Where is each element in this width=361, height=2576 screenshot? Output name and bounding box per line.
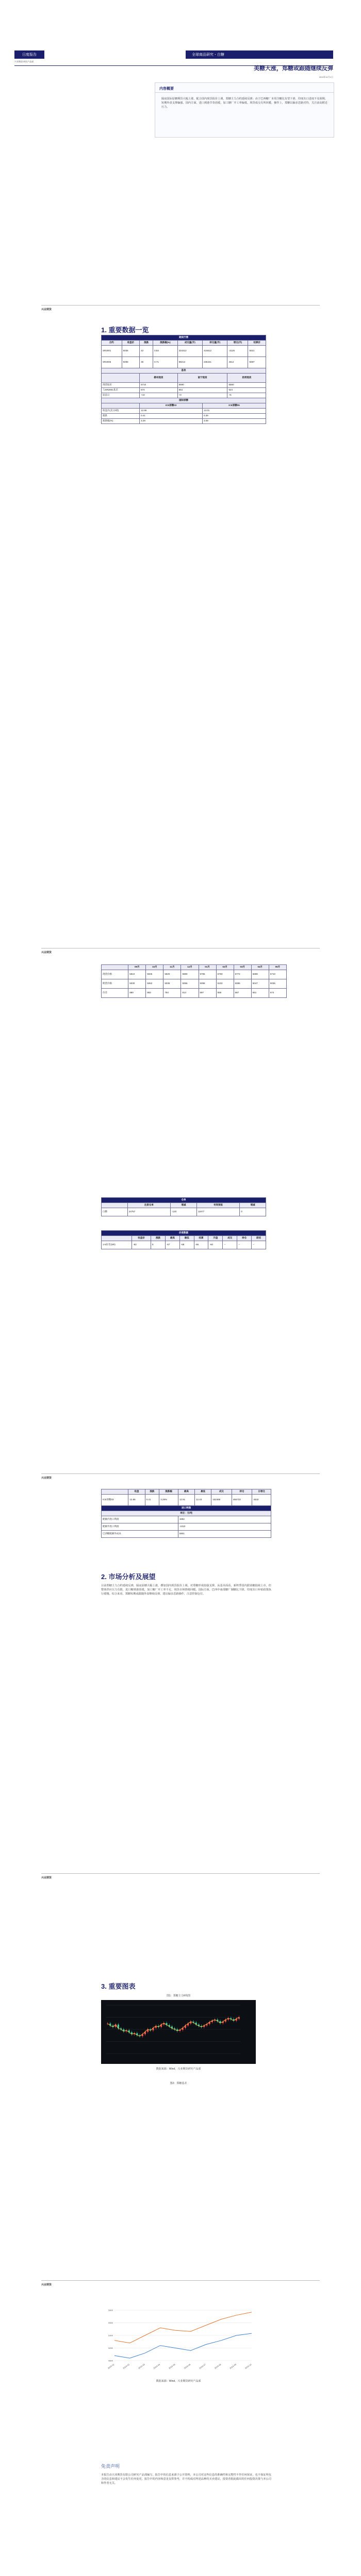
x-tick-label: 2019-01 [107, 2363, 115, 2370]
table-row: 配额内进口利润 1592 [102, 1516, 271, 1523]
unit-note: 单位：元/吨 [102, 1511, 271, 1516]
section-heading: 1. 重要数据一览 [101, 326, 149, 334]
table-row: ICE原糖03 12.86 0.41 3.29% 12.91 12.43 152468 465733 4532 [102, 1495, 271, 1506]
page-separator [41, 1473, 320, 1474]
disclaimer-text: 本报告由兴业期货有限公司研究产品部编写，报告中的信息来源于公开资料，本公司对这些信息的准确性和完整性不作任何保证，也不保证所包含的信息和建议不会发生任何变更。报告中的内容和意见仅供参考，并不构成对所述品种的买卖建议，投资者据此做出的任何投资决策与本公司和作者无关。 [101, 2473, 271, 2485]
table-band: 国际原糖 [102, 398, 266, 403]
x-tick-label: 2019-05 [168, 2363, 176, 2370]
figure-title: 图1：郑糖主力K线图 [166, 1994, 191, 1997]
series-line [114, 2312, 252, 2343]
y-tick-label: 5300 [108, 2334, 113, 2337]
table-row: 涨跌幅(%) 3.29 3.09 [102, 419, 266, 424]
table-row: 期货价格 5030 5062 5036 5066 5098 5102 5085 5047 5036 [102, 979, 287, 989]
table-row: 收盘价(美分/磅) 12.86 13.01 [102, 409, 266, 414]
figure-title: 图2：郑糖基差 [170, 2082, 187, 2085]
disclaimer-title: 免责声明 [101, 2464, 120, 2469]
report-type-badge: 日度报告 [14, 50, 44, 59]
table-row: 现货报价 5710 5690 5560 [102, 383, 266, 388]
summary-heading: 内容概要 [155, 83, 334, 93]
page-separator [41, 305, 320, 306]
x-tick-label: 2019-07 [199, 2363, 206, 2370]
kline-chart [101, 2000, 256, 2064]
page-label: 兴业期货 [41, 2283, 52, 2286]
report-date: 2019年11月1日 [319, 76, 333, 78]
market-analysis-text: 目前郑糖主力合约延续反弹，隔夜原糖大幅上涨，叠加国内现货报价上调，对郑糖形成较强支撑。从基本面看，新榨季国内甜菜糖陆续上市，但整体供应压力有限，进口糖到港放缓，加工糖厂开工率不足，现货市场情绪回暖。国际方面，巴西中南部糖厂制糖比下降，印度出口补贴政策执行缓慢。综合来看，郑糖短期或跟随外盘继续反弹，建议偏多思路操作，注意控制仓位。 [101, 1584, 271, 1596]
section-heading: 3. 重要图表 [101, 1982, 136, 1990]
report-title: 美糖大涨，郑糖或跟随继续反弹 [254, 65, 333, 72]
y-tick-label: 4800 [108, 2359, 113, 2362]
table-row: 涨跌 0.41 0.39 [102, 414, 266, 419]
spread-table: 价差数据 收盘价 涨跌 最高 最低 结算 开盘 成交 持仓 前结 1-5价差(SR) -62 6 -57 -68 -66 -60 -- -- -- [101, 1230, 266, 1249]
y-tick-label: 5050 [108, 2347, 113, 2349]
x-tick-label: 2019-08 [214, 2363, 222, 2370]
x-tick-label: 2019-03 [137, 2363, 145, 2370]
table-band: 期货行情 [102, 335, 266, 341]
table-row: 较前日 +10 +0 +5 [102, 393, 266, 398]
table-row: SR2001 5036 42 0.84 324312 415612 -3126 5021 [102, 346, 266, 357]
x-tick-label: 2019-02 [122, 2363, 130, 2370]
page-label: 兴业期货 [41, 951, 52, 954]
section-heading: 2. 市场分析及展望 [101, 1573, 156, 1581]
table-band: 基差 [102, 368, 266, 374]
y-tick-label: 5800 [108, 2309, 113, 2312]
table-band: 价差数据 [102, 1231, 266, 1236]
table-row: 价差 880 883 784 814 697 658 687 651 674 [102, 989, 287, 998]
table-row: SR2005 5098 36 0.71 98213 236441 4512 5087 [102, 357, 266, 368]
table-band: 进口利润 [102, 1506, 271, 1511]
raw-sugar-table: 收盘 涨跌 涨跌幅 最高 最低 成交 持仓 日增仓 ICE原糖03 12.86 0.41 3.29% 12.91 12.43 152468 465733 4532 进口利润 单位：元/吨 配额内进口利润 1592 配额外进口利润 -1010 巴西糖配额外成本 5901 [101, 1489, 271, 1538]
page-label: 兴业期货 [41, 1876, 52, 1879]
table-header-row: 09月 10月 11月 12月 01月 02月 03月 04月 05月 [102, 965, 287, 970]
page-separator [41, 1873, 320, 1874]
warehouse-receipt-table: 仓单 注册仓单 增减 有效预报 增减 白糖 24757 -120 11877 0 [101, 1197, 266, 1216]
basis-line-chart [101, 2306, 256, 2373]
x-tick-label: 2019-06 [183, 2363, 191, 2370]
x-tick-label: 2019-10 [244, 2363, 252, 2370]
table-row: 巴西糖配额外成本 5901 [102, 1531, 271, 1538]
table-row: 与SR2001基差 674 654 524 [102, 388, 266, 393]
summary-text: 隔夜国际原糖期货大幅上涨，配合国内现货报价上调，郑糖主力合约延续反弹；由于巴西糖厂本周含糖比有望下滑、印度出口进度不及预期，短期外盘支撑偏强。国内方面，进口到港节奏放缓，加工糖厂开工率偏低，现货成交有所回暖。操作上，郑糖以偏多思路对待，关注前高附近压力。 [161, 97, 327, 109]
org-line: 兴业期货 研究产品部 [14, 60, 34, 63]
moving-average-line [108, 2018, 239, 2037]
table-row: 配额外进口利润 -1010 [102, 1523, 271, 1531]
futures-quote-table: 期货行情 合约 收盘价 涨跌 涨跌幅(%) 成交量(手) 持仓量(手) 增仓(手) 结算价 SR2001 5036 42 0.84 324312 415612 -3126 5021 SR2005 5098 36 0.71 98213 236441 4512 5087 基差 柳州现货 南宁现货 昆明现货 现货报价 5710 5690 5560 与SR2001基差 674 654 524 较前日 +10 +0 +5 国际原糖 ICE原糖03 ICE原糖05 收盘价(美分/磅) 12.86 13.01 涨跌 0.41 0.39 涨跌幅(%) 3.29 3.09 [101, 335, 266, 424]
x-tick-label: 2019-09 [229, 2363, 237, 2370]
y-tick-label: 5550 [108, 2321, 113, 2324]
summary-box [155, 82, 334, 138]
basis-table [101, 964, 287, 998]
table-row: 现货价格 5910 5945 5820 5880 5795 5760 5772 5698 5710 [102, 970, 287, 979]
table-row: 白糖 24757 -120 11877 0 [102, 1208, 266, 1216]
table-row: 1-5价差(SR) -62 6 -57 -68 -66 -60 -- -- -- [102, 1241, 266, 1249]
report-series-bar: 全球商品研究・白糖 [186, 50, 333, 59]
page-separator [41, 2280, 320, 2281]
x-tick-label: 2019-04 [153, 2363, 161, 2370]
table-band: 仓单 [102, 1198, 266, 1203]
page-label: 兴业期货 [41, 1477, 52, 1480]
figure-source: 数据来源：Wind，兴业期货研究产品部 [156, 2067, 201, 2071]
page-label: 兴业期货 [41, 308, 52, 311]
figure-source: 数据来源：Wind，兴业期货研究产品部 [156, 2380, 201, 2383]
series-line [114, 2333, 252, 2358]
